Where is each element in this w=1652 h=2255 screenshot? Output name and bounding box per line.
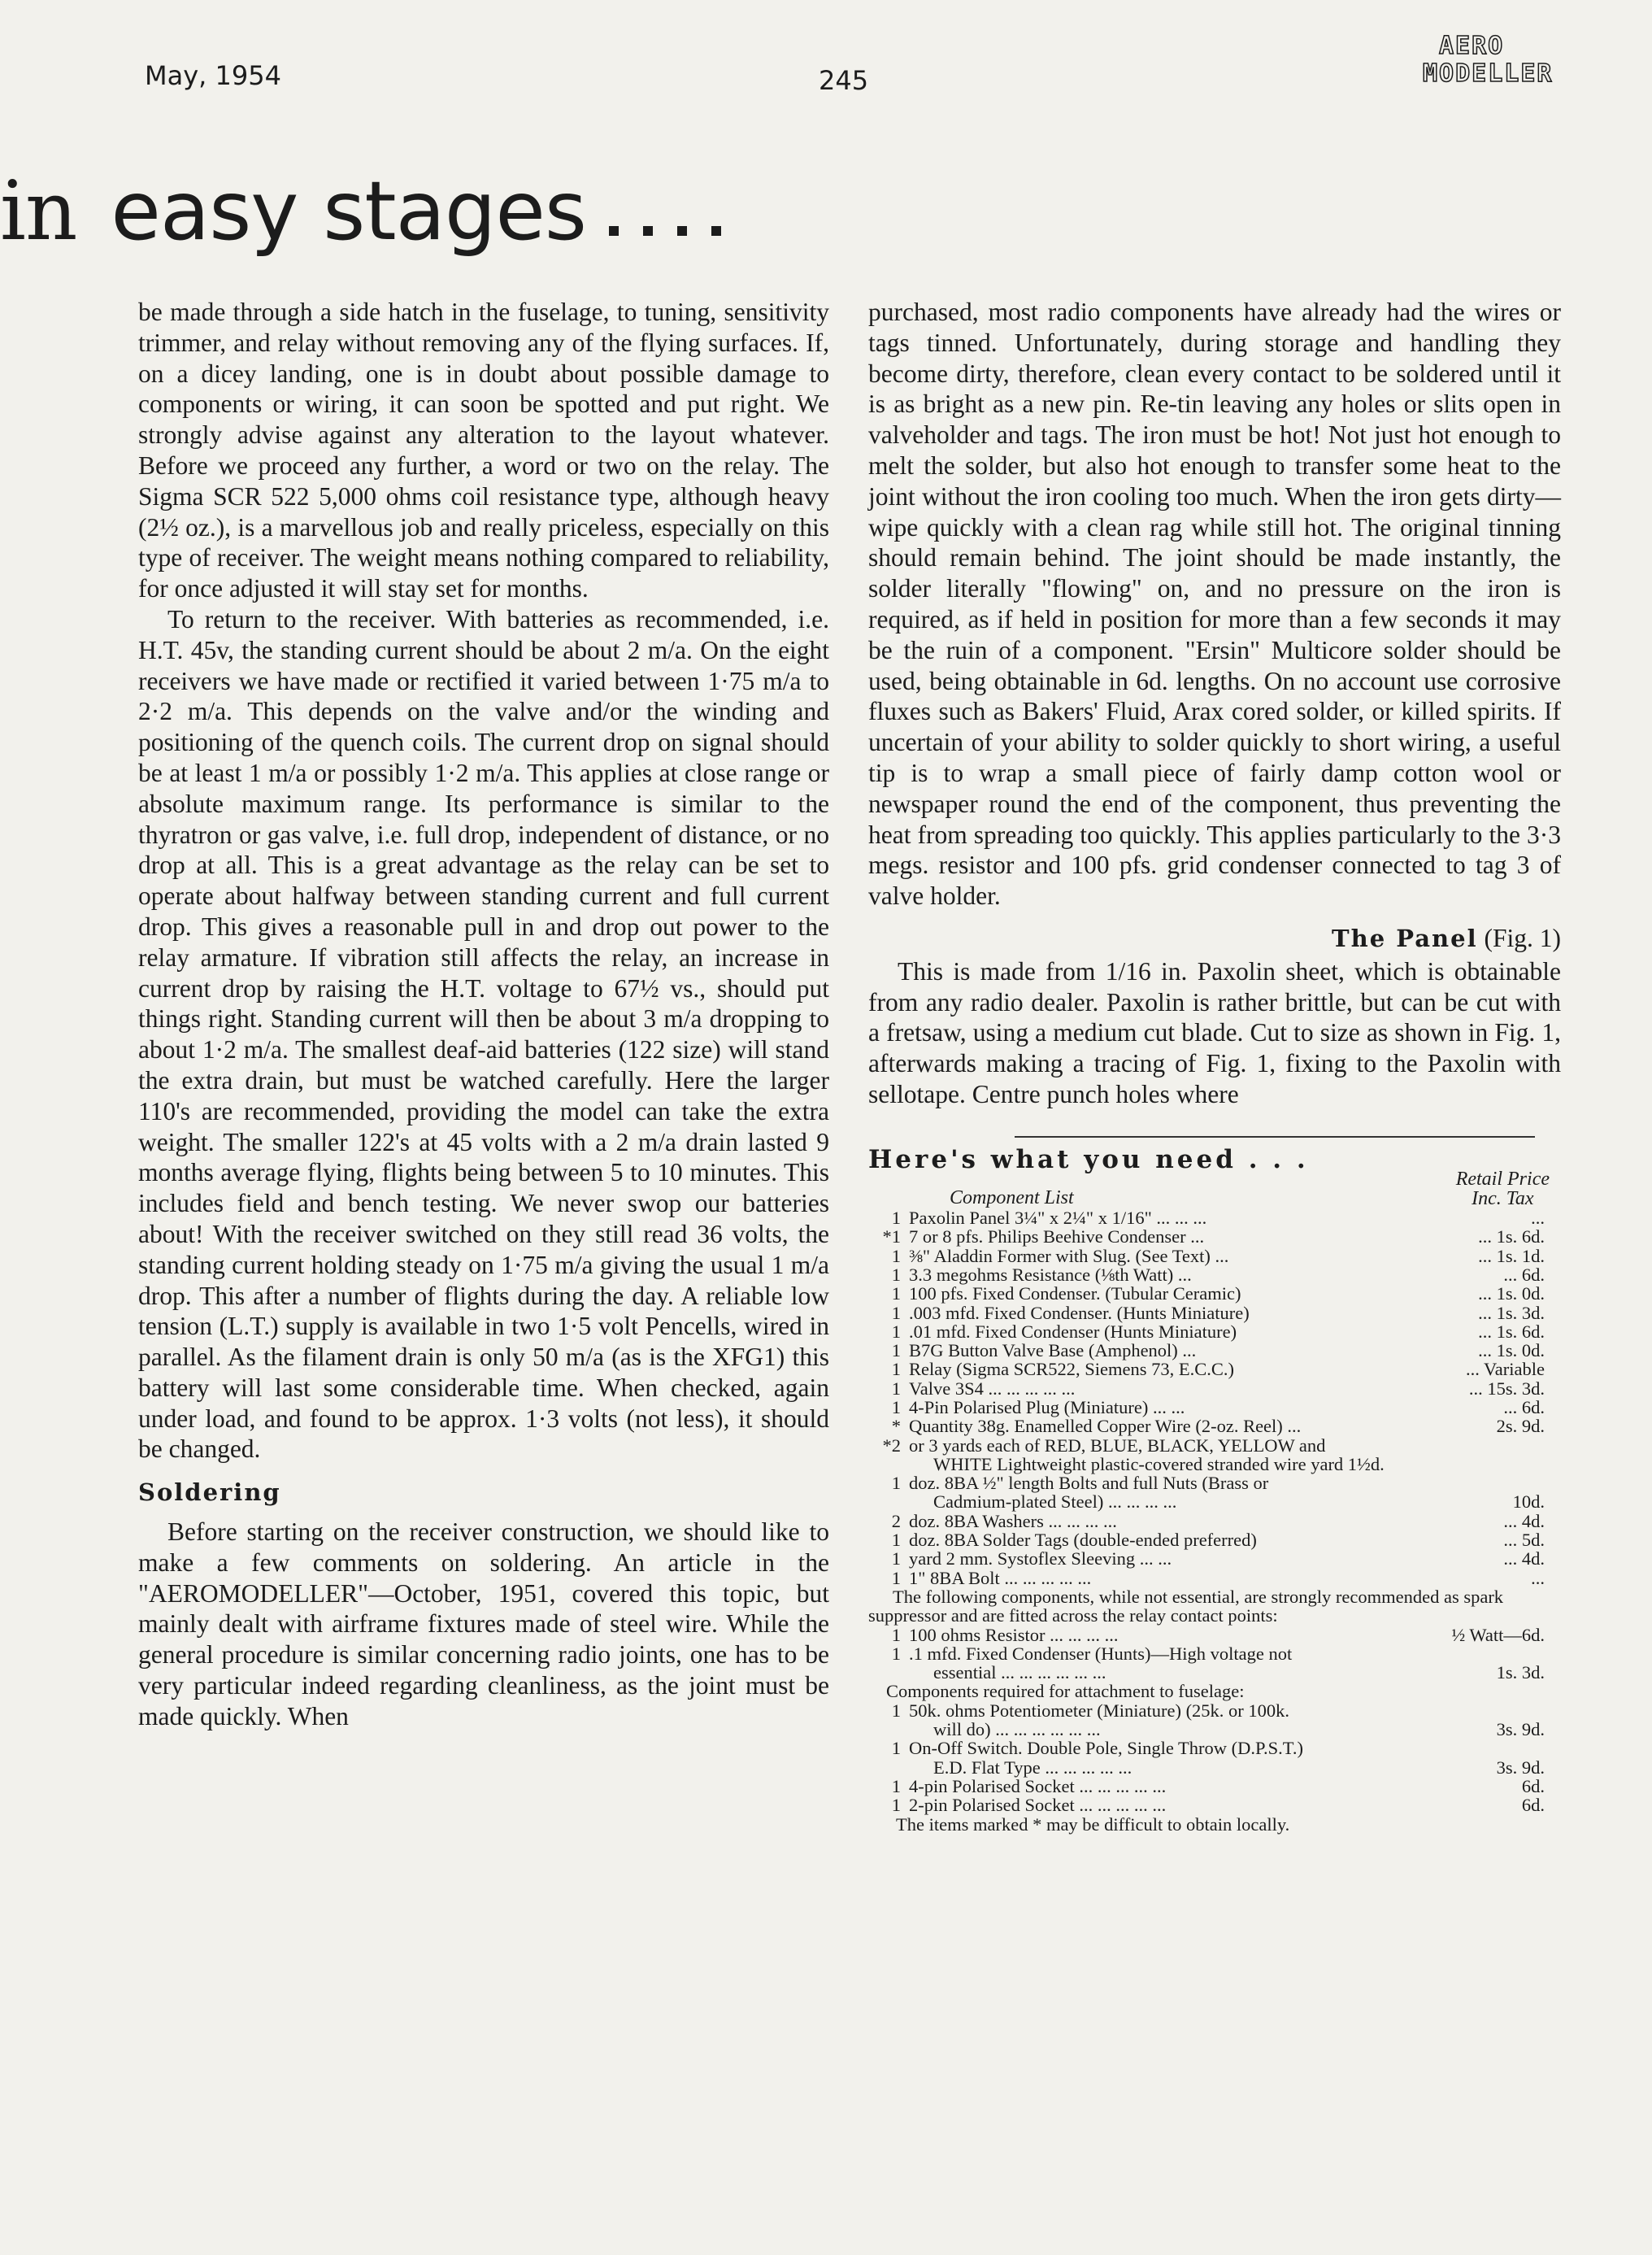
item-description: On-Off Switch. Double Pole, Single Throw (D.P.S.T.)	[909, 1738, 1303, 1759]
parts-item	[868, 1720, 1561, 1739]
item-price: 3s. 9d.	[1496, 1719, 1545, 1740]
parts-item	[868, 1644, 1561, 1663]
item-quantity: 1	[891, 1643, 901, 1664]
parts-item	[868, 1701, 1561, 1720]
parts-item	[868, 1341, 1561, 1360]
item-description: E.D. Flat Type ... ... ... ... ...	[933, 1757, 1132, 1778]
item-description: ⅜" Aladdin Former with Slug. (See Text) ...	[909, 1245, 1229, 1266]
parts-item	[868, 1208, 1561, 1227]
item-quantity: 1	[891, 1321, 901, 1342]
panel-heading-fig: (Fig. 1)	[1484, 923, 1561, 952]
item-price: 6d.	[1521, 1795, 1545, 1816]
item-description: 4-pin Polarised Socket ... ... ... ... ...	[909, 1775, 1167, 1796]
item-price: ½ Watt—6d.	[1451, 1624, 1545, 1645]
item-description: Valve 3S4 ... ... ... ... ...	[909, 1378, 1076, 1399]
retail-price-line1: Retail Price	[1455, 1169, 1550, 1191]
panel-heading	[868, 923, 1561, 955]
item-quantity: 1	[891, 1208, 901, 1229]
retail-price-line2: Inc. Tax	[1472, 1188, 1534, 1210]
parts-item	[868, 1304, 1561, 1322]
parts-list-title: Here's what you need . . .	[868, 1144, 1309, 1174]
item-quantity: 1	[891, 1567, 901, 1588]
parts-item	[868, 1455, 1561, 1474]
item-description: B7G Button Valve Base (Amphenol) ...	[909, 1340, 1197, 1361]
headline-main: easy stages	[111, 163, 586, 259]
retail-price-label	[1456, 1169, 1550, 1208]
item-quantity: 1	[891, 1738, 901, 1759]
item-quantity: *	[891, 1416, 901, 1437]
item-price: ... 6d.	[1503, 1264, 1545, 1285]
panel-heading-title: The Panel	[1332, 924, 1478, 952]
suppressor-note: The following components, while not essential, are strongly recommended as spark suppressor and are fitted across the relay contact points:	[868, 1586, 1504, 1626]
page-number: 245	[819, 65, 869, 96]
parts-item	[868, 1360, 1561, 1378]
item-description: doz. 8BA Solder Tags (double-ended preferred)	[909, 1530, 1257, 1551]
parts-item	[868, 1284, 1561, 1303]
parts-item	[868, 1777, 1561, 1796]
item-price: ... 15s. 3d.	[1468, 1378, 1545, 1399]
parts-item	[868, 1512, 1561, 1530]
item-price: 2s. 9d.	[1496, 1416, 1545, 1437]
item-price: ... 5d.	[1503, 1530, 1545, 1551]
left-paragraph-2: To return to the receiver. With batteries as recommended, i.e. H.T. 45v, the standing current should be about 2 m/a. On the eight receivers we have made or rectified it varied between 1·75 m/a to 2·2 m/a. This depends on the valve and/or the winding and positioning of the quench coils. The current drop on signal should be at least 1 m/a or possibly 1·2 m/a. This applies at close range or absolute maximum range. Its performance is similar to the thyratron or gas valve, i.e. full drop, independent of distance, or no drop at all. This is a great advantage as the relay can be set to operate about halfway between standing current and full current drop. This gives a reasonable pull in and drop out power to the relay armature. If vibration still affects the relay, an increase in current drop by raising the H.T. voltage to 67½ vs., should put things right. Standing current will then be about 3 m/a dropping to about 1·2 m/a. The smallest deaf-aid batteries (122 size) will stand the extra drain, but must be watched carefully. Here the larger 110's are recommended, providing the model can take the extra weight. The smaller 122's at 45 volts with a 2 m/a drain lasted 9 months average flying, flights being between 5 to 10 minutes. This includes field and bench testing. We never swop our batteries about! With the receiver switched on they still read 36 volts, the standing current holding steady on 1·75 m/a giving the usual 1 m/a drop. This after a number of flights during the day. A reliable low tension (L.T.) supply is available in two 1·5 volt Pencells, wired in parallel. As the filament drain is only 50 m/a (as is the XFG1) this battery will last some considerable time. When checked, again under load, and found to be approx. 1·3 volts (not less), it should be changed.	[138, 604, 829, 1464]
parts-item	[868, 1663, 1561, 1682]
parts-list	[868, 1144, 1561, 1835]
parts-item	[868, 1739, 1561, 1757]
item-quantity: 1	[891, 1548, 901, 1569]
parts-item	[868, 1247, 1561, 1265]
item-quantity: 1	[891, 1283, 901, 1304]
parts-item	[868, 1796, 1561, 1814]
item-description: 7 or 8 pfs. Philips Beehive Condenser ...	[909, 1226, 1205, 1247]
item-description: 100 pfs. Fixed Condenser. (Tubular Ceramic)	[909, 1283, 1241, 1304]
left-paragraph-3: Before starting on the receiver construction, we should like to make a few comments on soldering. An article in the "AEROMODELLER"—October, 1951, covered this topic, but mainly dealt with airframe fixtures made of steel wire. While the general procedure is similar concerning radio joints, one has to be very particular indeed regarding cleanliness, as the joint must be made quickly. When	[138, 1517, 829, 1730]
item-quantity: 1	[891, 1396, 901, 1417]
logo-line-modeller: MODELLER	[1423, 59, 1554, 88]
left-paragraph-1: be made through a side hatch in the fuselage, to tuning, sensitivity trimmer, and relay without removing any of the flying surfaces. If, on a dicey landing, one is in doubt about possible damage to components or wiring, it can soon be spotted and put right. We strongly advise against any alteration to the layout whatever. Before we proceed any further, a word or two on the relay. The Sigma SCR 522 5,000 ohms coil resistance type, although heavy (2½ oz.), is a marvellous job and really priceless, especially on this type of receiver. The weight means nothing compared to reliability, for once adjusted it will stay set for months.	[138, 298, 829, 603]
section-divider	[1015, 1136, 1535, 1138]
item-description: Quantity 38g. Enamelled Copper Wire (2-oz. Reel) ...	[909, 1416, 1302, 1437]
item-quantity: 1	[891, 1245, 901, 1266]
item-quantity: 2	[891, 1510, 901, 1531]
item-description: yard 2 mm. Systoflex Sleeving ... ...	[909, 1548, 1172, 1569]
parts-item	[868, 1417, 1561, 1435]
item-description: 100 ohms Resistor ... ... ... ...	[909, 1624, 1119, 1645]
item-quantity: 1	[891, 1700, 901, 1721]
item-description: .1 mfd. Fixed Condenser (Hunts)—High voltage not	[909, 1643, 1293, 1664]
item-price: ... 6d.	[1503, 1396, 1545, 1417]
item-price: ... Variable	[1465, 1359, 1545, 1380]
item-price: ... 1s. 3d.	[1478, 1302, 1545, 1323]
item-price: ... 1s. 6d.	[1478, 1321, 1545, 1342]
item-price: ...	[1531, 1567, 1545, 1588]
issue-date: May, 1954	[145, 60, 281, 91]
item-quantity: 1	[891, 1473, 901, 1494]
item-price: ... 1s. 0d.	[1478, 1283, 1545, 1304]
page-header	[0, 32, 1652, 106]
item-description: doz. 8BA Washers ... ... ... ...	[909, 1510, 1117, 1531]
item-quantity: *1	[882, 1226, 901, 1247]
item-quantity: 1	[891, 1302, 901, 1323]
item-quantity: 1	[891, 1359, 901, 1380]
item-description: will do) ... ... ... ... ... ...	[933, 1719, 1101, 1740]
item-price: ... 1s. 1d.	[1478, 1245, 1545, 1266]
soldering-heading: Soldering	[138, 1478, 281, 1507]
item-price: ... 4d.	[1503, 1548, 1545, 1569]
item-quantity: 1	[891, 1340, 901, 1361]
parts-item	[868, 1322, 1561, 1341]
item-description: 2-pin Polarised Socket ... ... ... ... ...	[909, 1795, 1167, 1816]
parts-items	[868, 1208, 1561, 1587]
item-quantity: *2	[882, 1434, 901, 1456]
parts-item	[868, 1436, 1561, 1455]
right-column	[868, 297, 1561, 1834]
item-price: 10d.	[1512, 1491, 1545, 1513]
item-description: WHITE Lightweight plastic-covered stranded wire yard 1½d.	[933, 1453, 1385, 1474]
parts-item	[868, 1492, 1561, 1511]
item-description: 50k. ohms Potentiometer (Miniature) (25k. or 100k.	[909, 1700, 1290, 1721]
suppressor-items	[868, 1626, 1561, 1683]
item-quantity: 1	[891, 1530, 901, 1551]
item-quantity: 1	[891, 1378, 901, 1399]
parts-item	[868, 1626, 1561, 1644]
aeromodeller-logo	[1423, 33, 1561, 88]
item-description: doz. 8BA ½" length Bolts and full Nuts (Brass or	[909, 1473, 1269, 1494]
item-quantity: 1	[891, 1775, 901, 1796]
item-price: 3s. 9d.	[1496, 1757, 1545, 1778]
parts-item	[868, 1569, 1561, 1587]
item-price: ... 4d.	[1503, 1510, 1545, 1531]
item-price: ... 1s. 0d.	[1478, 1340, 1545, 1361]
parts-item	[868, 1379, 1561, 1398]
item-price: ... 1s. 6d.	[1478, 1226, 1545, 1247]
item-quantity: 1	[891, 1795, 901, 1816]
item-price: ...	[1531, 1208, 1545, 1229]
item-quantity: 1	[891, 1624, 901, 1645]
article-headline	[0, 163, 746, 259]
parts-item	[868, 1549, 1561, 1568]
item-description: 1" 8BA Bolt ... ... ... ... ...	[909, 1567, 1092, 1588]
parts-footer: The items marked * may be difficult to obtain locally.	[896, 1813, 1290, 1835]
left-column	[138, 297, 829, 1732]
logo-line-aero: AERO	[1439, 32, 1505, 60]
item-description: 3.3 megohms Resistance (⅛th Watt) ...	[909, 1264, 1192, 1285]
item-description: Relay (Sigma SCR522, Siemens 73, E.C.C.)	[909, 1359, 1235, 1380]
component-list-label: Component List	[950, 1187, 1074, 1209]
item-description: essential ... ... ... ... ... ...	[933, 1662, 1106, 1683]
item-description: Cadmium-plated Steel) ... ... ... ...	[933, 1491, 1177, 1513]
item-quantity: 1	[891, 1264, 901, 1285]
item-description: 4-Pin Polarised Plug (Miniature) ... ...	[909, 1396, 1185, 1417]
item-description: .01 mfd. Fixed Condenser (Hunts Miniature)	[909, 1321, 1237, 1342]
parts-item	[868, 1227, 1561, 1246]
parts-item	[868, 1758, 1561, 1777]
parts-item	[868, 1398, 1561, 1417]
parts-item	[868, 1474, 1561, 1492]
item-description: or 3 yards each of RED, BLUE, BLACK, YELLOW and	[909, 1434, 1326, 1456]
item-price: 1s. 3d.	[1496, 1662, 1545, 1683]
parts-item	[868, 1265, 1561, 1284]
right-paragraph-2: This is made from 1/16 in. Paxolin sheet, which is obtainable from any radio dealer. Paxolin is rather brittle, but can be cut with a fretsaw, using a medium cut blade. Cut to size as shown in Fig. 1, afterwards making a tracing of Fig. 1, fixing to the Paxolin with sellotape. Centre punch holes where	[868, 956, 1561, 1108]
headline-dots	[609, 167, 746, 256]
fuselage-items	[868, 1701, 1561, 1815]
right-paragraph-1: purchased, most radio components have already had the wires or tags tinned. Unfortunately, during storage and handling they become dirty, therefore, clean every contact to be soldered until it is as bright as a new pin. Re-tin leaving any holes or slits open in valveholder and tags. The iron must be hot! Not just hot enough to melt the solder, but also hot enough to transfer some heat to the joint without the iron cooling too much. When the iron gets dirty—wipe quickly with a clean rag while still hot. The original tinning should remain behind. The joint should be made instantly, the solder literally "flowing" on, and no pressure on the iron is required, as if held in position for more than a few seconds it may be the ruin of a component. "Ersin" Multicore solder should be used, being obtainable in 6d. lengths. On no account use corrosive fluxes such as Bakers' Fluid, Arax cored solder, or killed spirits. If uncertain of your ability to solder quickly to short wiring, a useful tip is to wrap a small piece of fairly damp cotton wool or newspaper round the end of the component, thus preventing the heat from spreading too quickly. This applies particularly to the 3·3 megs. resistor and 100 pfs. grid condenser connected to tag 3 of valve holder.	[868, 298, 1561, 911]
item-description: .003 mfd. Fixed Condenser. (Hunts Miniature)	[909, 1302, 1250, 1323]
item-description: Paxolin Panel 3¼" x 2¼" x 1/16" ... ... ...	[909, 1208, 1207, 1229]
parts-item	[868, 1530, 1561, 1549]
headline-lead: in	[0, 163, 77, 259]
parts-list-header	[868, 1171, 1561, 1208]
item-price: 6d.	[1521, 1775, 1545, 1796]
fuselage-note: Components required for attachment to fuselage:	[886, 1681, 1245, 1702]
